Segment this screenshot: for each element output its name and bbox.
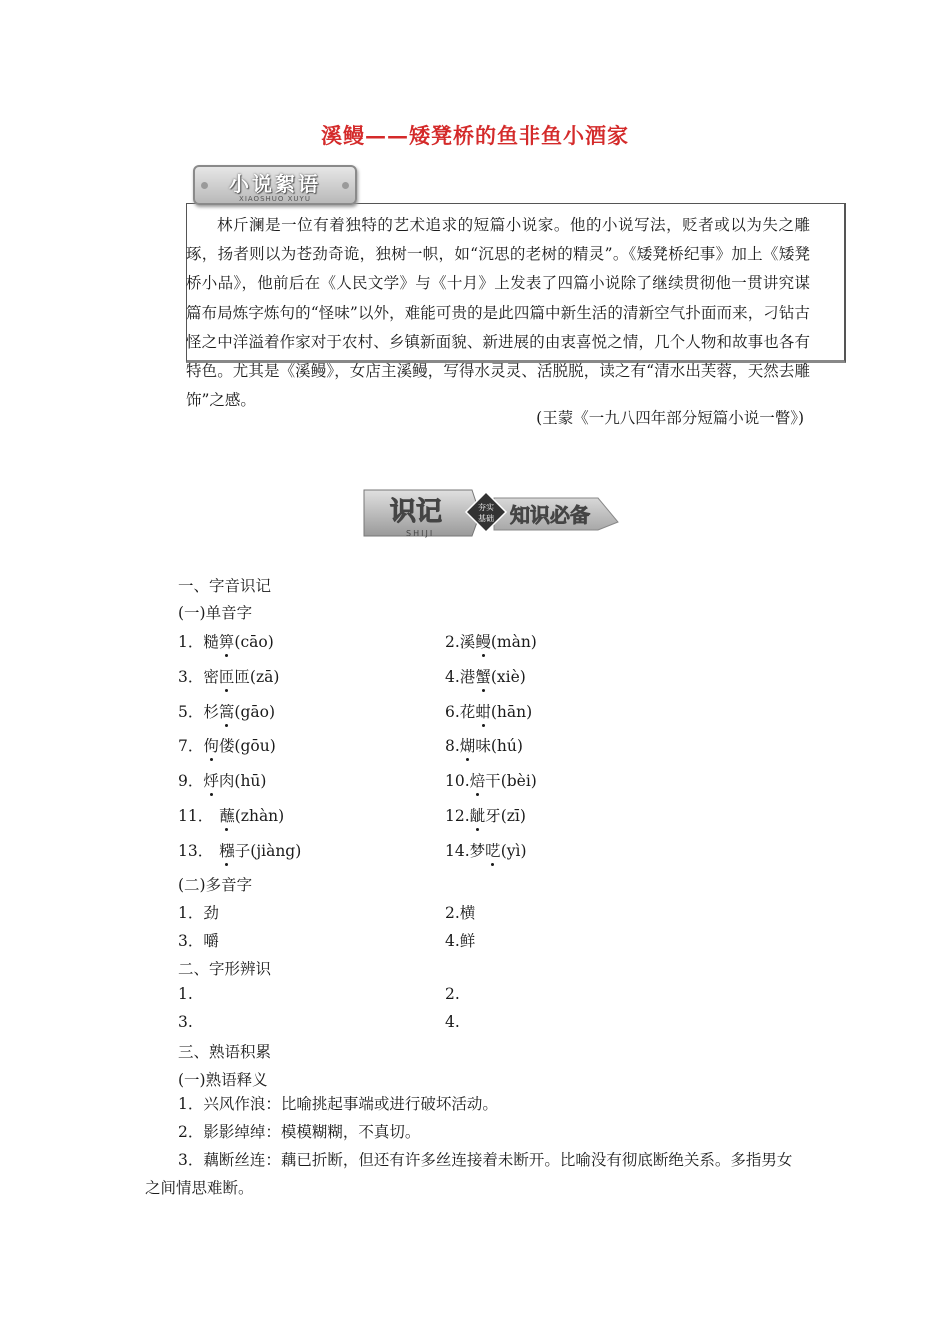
subsection-polyphones: (二)多音字 (178, 876, 253, 894)
pron-char: 港 (459, 667, 476, 686)
pron-number: 5． (178, 702, 204, 721)
pronunciation-item (445, 734, 523, 756)
pron-pinyin: (zā) (249, 667, 280, 686)
pron-number: 3． (178, 667, 204, 686)
novel-notes-badge (193, 165, 357, 205)
pron-marked-char: 匝 (219, 665, 235, 687)
pron-marked-char: 龇 (470, 804, 486, 826)
idiom-entry: 3．藕断丝连：藕已折断，但还有许多丝连接着未断开。比喻没有彻底断绝关系。多指男女之间情思难断。 (145, 1151, 793, 1197)
pron-pinyin: (gāo) (234, 702, 275, 721)
pron-pinyin: (bèi) (500, 772, 537, 791)
subsection-idiom-meanings: (一)熟语释义 (178, 1071, 268, 1089)
pron-pinyin: (hū) (234, 772, 267, 791)
page-title: 溪鳗——矮凳桥的鱼非鱼小酒家 (321, 123, 629, 148)
pron-number: 14. (445, 841, 470, 860)
pron-marked-char: 呓 (485, 839, 501, 861)
pron-number: 7． (178, 737, 204, 756)
section-heading-glyphs: 二、字形辨识 (178, 960, 272, 978)
pronunciation-item (178, 769, 266, 791)
pron-char: 味 (475, 737, 491, 756)
pronunciation-item (178, 665, 279, 687)
banner-right-text: 知识必备 (510, 503, 590, 527)
pron-number: 9． (178, 772, 204, 791)
pron-marked-char: 篙 (219, 700, 235, 722)
pronunciation-item (445, 630, 537, 652)
pron-pinyin: (hān) (490, 702, 533, 721)
pron-marked-char: 佝 (203, 734, 219, 756)
pronunciation-item (445, 665, 526, 687)
pron-number: 1． (178, 633, 204, 651)
polyphone-item: 3．嚼 (178, 932, 219, 950)
pronunciation-item (178, 700, 275, 722)
pron-char: 干 (485, 772, 501, 791)
pron-char: 溪 (459, 633, 476, 651)
glyph-item: 4. (445, 1013, 460, 1031)
pron-char: 匝 (234, 667, 250, 686)
glyph-item: 1. (178, 985, 193, 1003)
intro-paragraph: 林斤澜是一位有着独特的艺术追求的短篇小说家。他的小说写法，贬者或以为失之雕琢，扬者则以为苍劲奇诡，独树一帜，如“沉思的老树的精灵”。《矮凳桥纪事》加上《矮凳桥小品》，他前后在《人民文学》与《十月》上发表了四篇小说除了继续贯彻他一贯讲究谋篇布局炼字炼句的“怪味”以外，难能可贵的是此四篇中新生活的清新空气扑面而来，刁钻古怪之中洋溢着作家对于农村、乡镇新面貌、新进展的由衷喜悦之情，几个人物和故事也各有特色。尤其是《溪鳗》，女店主溪鳗，写得水灵灵、活脱脱，读之有“清水出芙蓉，天然去雕饰”之感。 (186, 216, 810, 410)
pronunciation-item (445, 804, 526, 826)
pron-char: 糙 (203, 633, 219, 651)
pron-char: 花 (459, 702, 476, 721)
pron-pinyin: (zhàn) (234, 807, 285, 825)
pron-pinyin: (zī) (500, 807, 526, 825)
intro-source: (王蒙《一九八四年部分短篇小说一瞥》) (536, 409, 804, 427)
pron-number: 6. (445, 702, 460, 721)
pron-number: 8. (445, 737, 460, 756)
pron-char: 偻 (218, 737, 235, 756)
pron-marked-char: 糨 (219, 839, 235, 861)
pron-marked-char: 箅 (219, 630, 235, 652)
pron-marked-char: 蚶 (475, 700, 491, 722)
pronunciation-item (445, 769, 537, 791)
pron-number: 10. (445, 772, 470, 791)
badge-label: 小说絮语 (229, 172, 321, 196)
pron-pinyin: (xiè) (490, 667, 526, 686)
section-heading-idioms: 三、熟语积累 (178, 1043, 272, 1061)
banner-sub-text: SHIJI (406, 529, 435, 538)
pronunciation-item (445, 700, 532, 722)
pron-pinyin: (cāo) (234, 633, 274, 651)
banner-tag-line2: 基础 (478, 514, 494, 523)
pron-pinyin: (jiàng) (250, 841, 302, 860)
pronunciation-item (178, 839, 301, 861)
pron-char: 肉 (218, 772, 235, 791)
banner-main-text: 识记 (390, 497, 443, 527)
pron-marked-char: 烀 (203, 769, 219, 791)
idiom-entry: 1．兴风作浪：比喻挑起事端或进行破坏活动。 (178, 1095, 498, 1113)
pron-number: 12. (445, 807, 470, 825)
pron-char: 子 (234, 841, 251, 860)
idiom-entry: 2．影影绰绰：模模糊糊，不真切。 (178, 1123, 421, 1141)
pron-marked-char: 鳗 (475, 630, 491, 652)
pron-number: 2. (445, 633, 460, 651)
pron-marked-char: 蘸 (219, 804, 235, 826)
pron-marked-char: 焙 (470, 769, 486, 791)
pron-number: 11． (178, 807, 214, 825)
pron-char: 梦 (469, 841, 486, 860)
pron-marked-char: 蟹 (475, 665, 491, 687)
pron-pinyin: (gōu) (234, 737, 276, 756)
pronunciation-item (178, 804, 284, 826)
section-heading-pronunciation: 一、字音识记 (178, 577, 272, 595)
glyph-item: 3. (178, 1013, 193, 1031)
pron-number: 4. (445, 667, 460, 686)
badge-sublabel: XIAOSHUO XUYU (239, 195, 311, 203)
knowledge-banner (362, 484, 620, 544)
polyphone-item: 1．劲 (178, 904, 219, 922)
pron-char: 杉 (203, 702, 219, 721)
pron-pinyin: (yì) (500, 841, 527, 860)
banner-tag-line1: 夯实 (478, 503, 494, 512)
subsection-single-reading: (一)单音字 (178, 604, 253, 622)
pronunciation-item (445, 839, 527, 861)
pron-marked-char: 煳 (460, 734, 476, 756)
pron-pinyin: (hú) (490, 737, 523, 756)
polyphone-item: 4.鲜 (445, 932, 476, 950)
pron-pinyin: (màn) (490, 633, 537, 651)
pron-char: 牙 (485, 807, 501, 825)
polyphone-item: 2.横 (445, 904, 476, 922)
glyph-item: 2. (445, 985, 460, 1003)
pronunciation-item (178, 734, 276, 756)
pronunciation-item (178, 630, 274, 652)
pron-char: 密 (203, 667, 219, 686)
pron-number: 13． (178, 841, 214, 860)
